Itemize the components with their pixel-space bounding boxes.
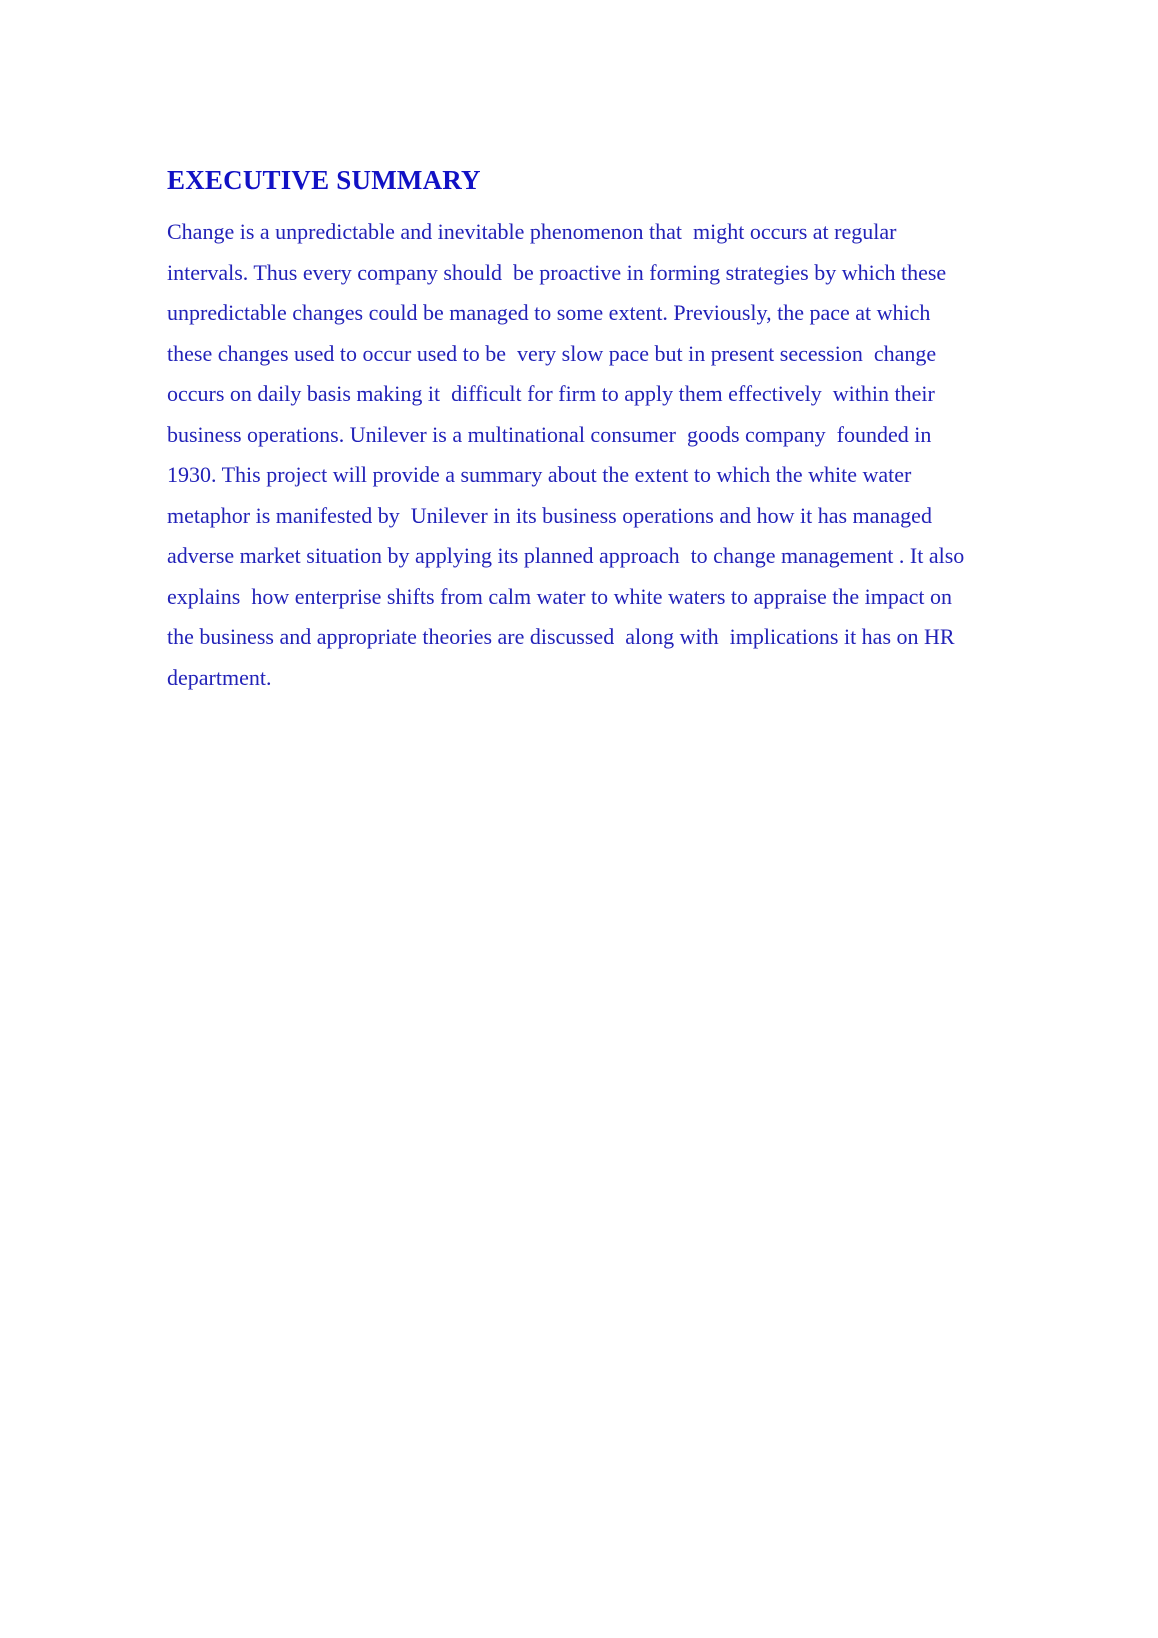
paragraph-line: occurs on daily basis making it difficult for firm to apply them effectively within their [167, 381, 935, 406]
paragraph-line: metaphor is manifested by Unilever in its business operations and how it has managed [167, 502, 932, 528]
paragraph-line: these changes used to occur used to be very slow pace but in present secession change [167, 340, 937, 366]
paragraph-line: unpredictable changes could be managed to some extent. Previously, the pace at which [167, 300, 931, 325]
paragraph-line: the business and appropriate theories are discussed along with implications it has on HR [167, 624, 955, 649]
summary-paragraph [167, 212, 1047, 698]
paragraph-line: Change is a unpredictable and inevitable phenomenon that might occurs at regular [167, 219, 897, 244]
paragraph-line: intervals. Thus every company should be proactive in forming strategies by which these [167, 259, 947, 285]
paragraph-line: explains how enterprise shifts from calm water to white waters to appraise the impact on [167, 583, 953, 609]
paragraph-line: department. [167, 664, 272, 690]
paragraph-line: business operations. Unilever is a multinational consumer goods company founded in [167, 421, 932, 447]
executive-summary-section [167, 160, 1047, 698]
section-title: EXECUTIVE SUMMARY [167, 165, 481, 195]
paragraph-line: 1930. This project will provide a summary about the extent to which the white water [167, 462, 912, 487]
paragraph-line: adverse market situation by applying its planned approach to change management . It also [167, 543, 965, 568]
